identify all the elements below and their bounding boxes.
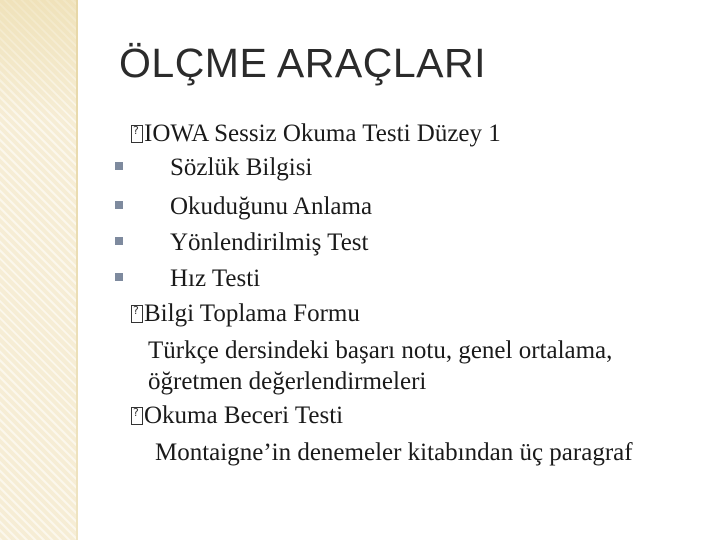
bullet-main-okuma — [131, 403, 343, 428]
square-bullet-icon — [115, 237, 123, 245]
bullet-sub-yonlendirilmis: Yönlendirilmiş Test — [170, 229, 369, 256]
text-montaigne: Montaigne’in denemeler kitabından üç paragraf — [155, 439, 633, 466]
square-bullet-icon — [115, 162, 123, 170]
bullet-main-iowa — [131, 121, 501, 146]
square-bullet-icon — [115, 201, 123, 209]
bullet-main-label: Bilgi Toplama Formu — [144, 300, 360, 327]
bullet-sub-okudugunu: Okuduğunu Anlama — [170, 193, 373, 220]
text-basari-notu: Türkçe dersindeki başarı notu, genel ortalama, — [148, 337, 613, 364]
bullet-sub-sozluk: Sözlük Bilgisi — [170, 154, 313, 181]
bullet-main-label: IOWA Sessiz Okuma Testi Düzey 1 — [144, 120, 501, 147]
decorative-divider — [76, 0, 78, 540]
square-bullet-icon — [115, 273, 123, 281]
slide-title: ÖLÇME ARAÇLARI — [119, 40, 486, 86]
missing-glyph-bullet-icon — [131, 305, 143, 323]
bullet-sub-hiz: Hız Testi — [170, 265, 261, 292]
bullet-main-bilgi — [131, 301, 360, 326]
missing-glyph-bullet-icon — [131, 407, 143, 425]
decorative-corner — [0, 0, 76, 120]
missing-glyph-bullet-icon — [131, 125, 143, 143]
text-ogretmen: öğretmen değerlendirmeleri — [148, 368, 427, 395]
bullet-main-label: Okuma Beceri Testi — [144, 402, 344, 429]
